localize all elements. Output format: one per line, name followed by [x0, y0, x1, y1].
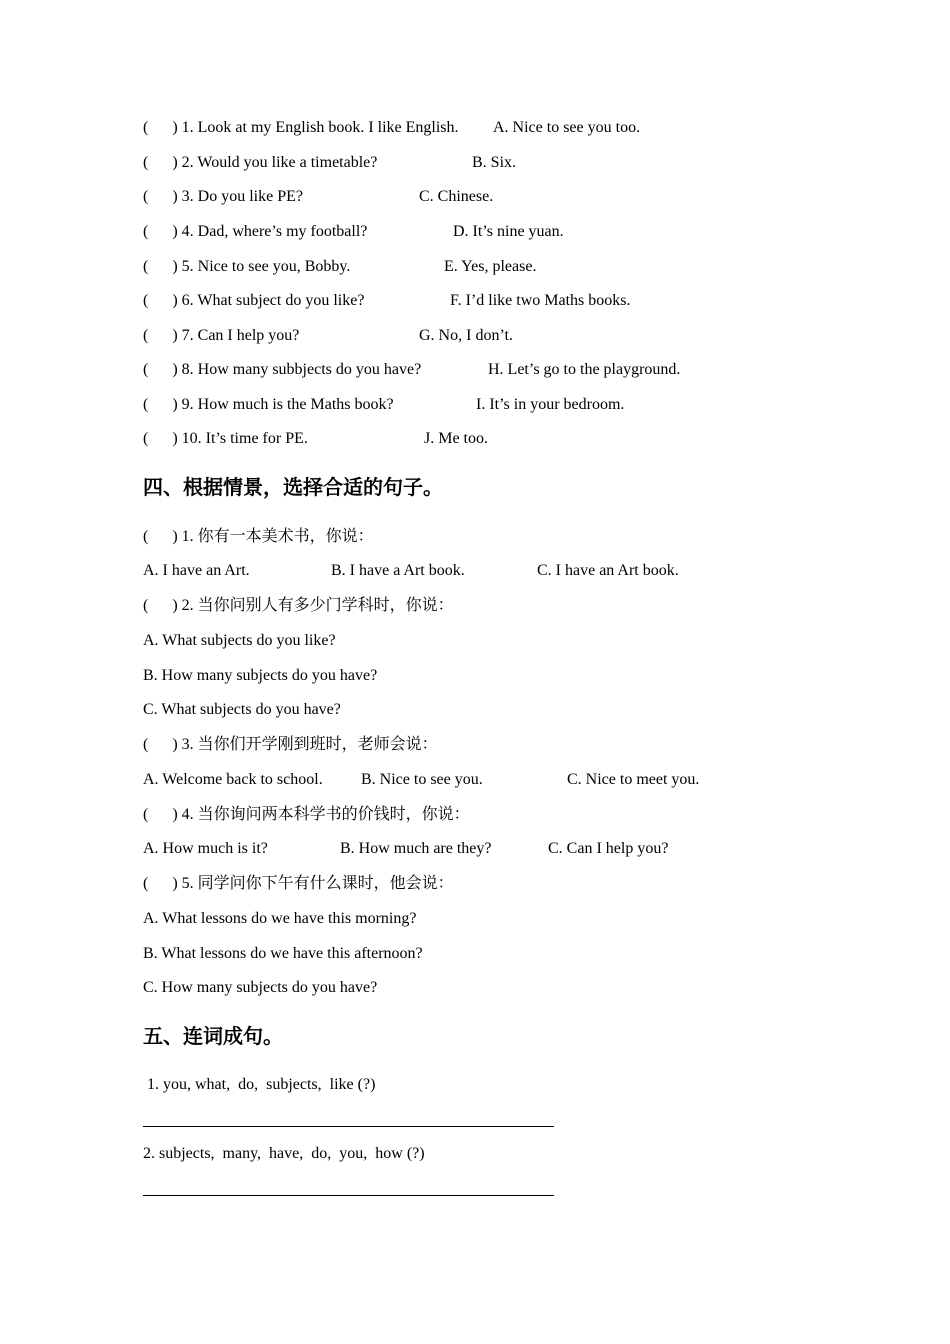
answer-f: F. I’d like two Maths books.	[450, 292, 631, 309]
question-3: ( ) 3. Do you like PE?	[143, 188, 303, 205]
s4-q2-option-b: B. How many subjects do you have?	[143, 667, 378, 684]
s4-q5-option-b: B. What lessons do we have this afternoon?	[143, 945, 423, 962]
s4-question-4: ( ) 4. 当你询问两本科学书的价钱时，你说：	[143, 806, 470, 823]
s4-q4-option-c: C. Can I help you?	[548, 840, 669, 857]
question-4: ( ) 4. Dad, where’s my football?	[143, 223, 368, 240]
answer-i: I. It’s in your bedroom.	[476, 396, 625, 413]
s5-answer-line-2[interactable]	[143, 1195, 554, 1196]
answer-a: A. Nice to see you too.	[493, 119, 641, 136]
question-5: ( ) 5. Nice to see you, Bobby.	[143, 258, 351, 275]
answer-j: J. Me too.	[424, 430, 488, 447]
answer-c: C. Chinese.	[419, 188, 494, 205]
question-1: ( ) 1. Look at my English book. I like English.	[143, 119, 459, 136]
answer-d: D. It’s nine yuan.	[453, 223, 564, 240]
s4-q4-option-b: B. How much are they?	[340, 840, 492, 857]
s4-question-5: ( ) 5. 同学问你下午有什么课时，他会说：	[143, 875, 454, 892]
section-5-title: 五、连词成句。	[143, 1024, 283, 1048]
s4-question-2: ( ) 2. 当你问别人有多少门学科时，你说：	[143, 597, 454, 614]
s5-answer-line-1[interactable]	[143, 1126, 554, 1127]
s4-question-3: ( ) 3. 当你们开学刚到班时，老师会说：	[143, 736, 438, 753]
s4-q1-option-c: C. I have an Art book.	[537, 562, 679, 579]
s4-q5-option-a: A. What lessons do we have this morning?	[143, 910, 417, 927]
s4-q3-option-c: C. Nice to meet you.	[567, 771, 700, 788]
s5-question-1: 1. you, what, do, subjects, like (?)	[147, 1076, 376, 1093]
s4-q1-option-a: A. I have an Art.	[143, 562, 250, 579]
s4-q2-option-a: A. What subjects do you like?	[143, 632, 336, 649]
question-8: ( ) 8. How many subbjects do you have?	[143, 361, 422, 378]
answer-e: E. Yes, please.	[444, 258, 537, 275]
s4-q5-option-c: C. How many subjects do you have?	[143, 979, 378, 996]
s4-q2-option-c: C. What subjects do you have?	[143, 701, 341, 718]
s5-question-2: 2. subjects, many, have, do, you, how (?)	[143, 1145, 425, 1162]
question-7: ( ) 7. Can I help you?	[143, 327, 300, 344]
answer-b: B. Six.	[472, 154, 517, 171]
s4-q3-option-b: B. Nice to see you.	[361, 771, 483, 788]
s4-q4-option-a: A. How much is it?	[143, 840, 268, 857]
question-10: ( ) 10. It’s time for PE.	[143, 430, 308, 447]
s4-q1-option-b: B. I have a Art book.	[331, 562, 465, 579]
question-2: ( ) 2. Would you like a timetable?	[143, 154, 378, 171]
question-6: ( ) 6. What subject do you like?	[143, 292, 365, 309]
s4-q3-option-a: A. Welcome back to school.	[143, 771, 323, 788]
answer-h: H. Let’s go to the playground.	[488, 361, 681, 378]
question-9: ( ) 9. How much is the Maths book?	[143, 396, 394, 413]
s4-question-1: ( ) 1. 你有一本美术书，你说：	[143, 528, 374, 545]
answer-g: G. No, I don’t.	[419, 327, 513, 344]
section-4-title: 四、根据情景，选择合适的句子。	[143, 475, 443, 499]
